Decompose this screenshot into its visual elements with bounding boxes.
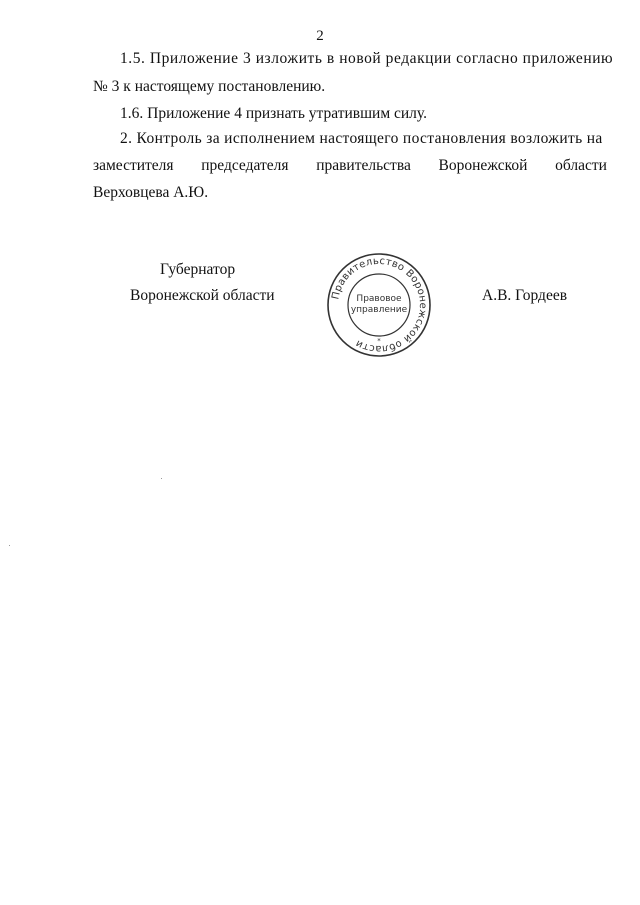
- paragraph-2-line-1-text: 2. Контроль за исполнением настоящего постановления возложить на: [120, 130, 603, 147]
- scan-speck: [161, 478, 162, 479]
- word: правительства: [316, 157, 411, 174]
- paragraph-2-line-1: [120, 130, 603, 148]
- word: области: [555, 157, 607, 174]
- signatory-name: А.В. Гордеев: [482, 287, 568, 304]
- paragraph-1-5-line-1-text: 1.5. Приложение 3 изложить в новой редакции согласно приложению: [120, 50, 614, 67]
- word: председателя: [201, 157, 289, 174]
- seal-star: *: [377, 337, 381, 345]
- word: Воронежской: [438, 157, 528, 174]
- signature-title-line-1: Губернатор: [160, 261, 236, 278]
- seal-outer-text: Правительство Воронежской области: [330, 255, 429, 355]
- paragraph-1-5-line-1: [120, 50, 613, 68]
- paragraph-2-line-2: [93, 157, 607, 175]
- signature-title-line-2: Воронежской области: [130, 287, 275, 304]
- paragraph-2-line-3: Верховцева А.Ю.: [93, 184, 209, 201]
- word: заместителя: [93, 157, 174, 174]
- scan-speck: [9, 545, 10, 546]
- seal-inner-line-1: Правовое: [356, 294, 402, 304]
- seal-inner-line-2: управление: [350, 305, 408, 315]
- page-number: 2: [316, 28, 324, 44]
- paragraph-1-6: 1.6. Приложение 4 признать утратившим силу.: [120, 105, 427, 122]
- paragraph-1-5-line-2: № 3 к настоящему постановлению.: [93, 78, 326, 95]
- official-seal: [324, 250, 434, 360]
